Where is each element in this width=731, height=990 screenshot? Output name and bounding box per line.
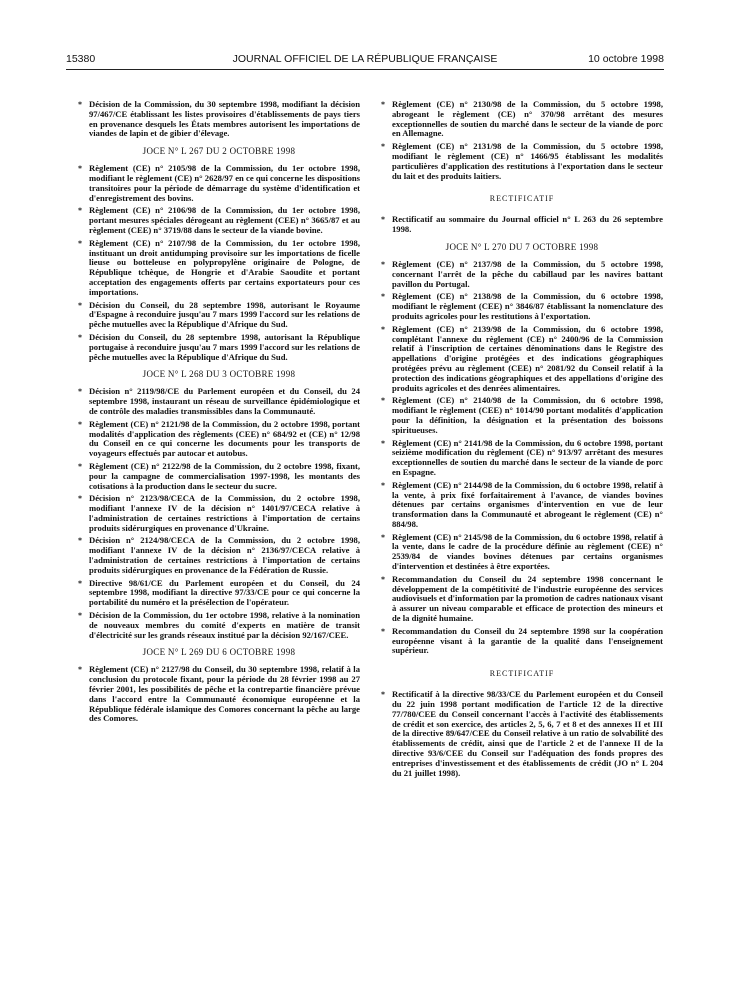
entry-text: Règlement (CE) n° 2131/98 de la Commission, du 5 octobre 1998, modifiant le règlement (CE) n° 1466/95 établissant les modalités particulières d'application des restitutions à l'exportation dans le secteur du lait et des produits laitiers. (392, 141, 663, 181)
entry-text: Règlement (CE) n° 2138/98 de la Commission, du 6 octobre 1998, modifiant le règlement (CEE) n° 3846/87 établissant la nomenclature des produits agricoles pour les restitutions à l'exportation. (392, 291, 663, 321)
bullet-icon: * (381, 396, 385, 406)
bullet-icon: * (78, 494, 82, 504)
entry-text: Règlement (CE) n° 2137/98 de la Commission, du 5 octobre 1998, concernant l'arrêt de la pêche du cabillaud par les navires battant pavillon du Portugal. (392, 258, 663, 289)
bullet-icon: * (78, 206, 82, 216)
bullet-icon: * (381, 532, 385, 542)
summary-entry (381, 533, 663, 572)
rectificatif-heading: RECTIFICATIF (489, 194, 555, 204)
summary-entry (381, 627, 663, 656)
summary-entry (381, 260, 663, 289)
bullet-icon: * (78, 665, 82, 675)
bullet-icon: * (78, 536, 82, 546)
summary-entry (78, 333, 360, 362)
summary-entry (381, 396, 663, 435)
entry-text: Décision de la Commission, du 30 septembre 1998, modifiant la décision 97/467/CE établissant les listes provisoires d'établissements de pays tiers en provenance desquels les États membres autorisent les importations de viandes de lapin et de gibier d'élevage. (89, 99, 360, 139)
issue-date: 10 octobre 1998 (588, 53, 664, 65)
summary-entry (381, 100, 663, 139)
entry-text: Règlement (CE) n° 2107/98 de la Commission, du 1er octobre 1998, instituant un droit antidumping provisoire sur les importations de ficelle lieuse ou botteleuse en polypropylène originaire de Pologne, de République tchèque, de Hongrie et d'Arabie Saoudite et portant acceptation des engagements offerts par certains exportateurs pour ces importations. (89, 237, 360, 297)
summary-entry (78, 579, 360, 608)
entry-text: Recommandation du Conseil du 24 septembre 1998 concernant le développement de la compétitivité de l'industrie européenne des services audiovisuels et d'information par la promotion de cadres nationaux visant à assurer un niveau comparable et efficace de protection des mineurs et de la dignité humaine. (392, 573, 663, 624)
bullet-icon: * (381, 292, 385, 302)
entry-text: Règlement (CE) n° 2141/98 de la Commission, du 6 octobre 1998, portant seizième modification du règlement (CE) n° 913/97 arrêtant des mesures exceptionnelles de soutien du marché dans le secteur de la viande de porc en Espagne. (392, 437, 663, 477)
summary-entry (78, 387, 360, 416)
bullet-icon: * (78, 238, 82, 248)
entry-text: Décision n° 2123/98/CECA de la Commission, du 2 octobre 1998, modifiant l'annexe IV de la décision n° 1401/97/CECA relative à l'administration de certaines restrictions à l'importation de certains produits sidérurgiques en provenance d'Ukraine. (89, 493, 360, 533)
journal-title: JOURNAL OFFICIEL DE LA RÉPUBLIQUE FRANÇAISE (232, 53, 498, 65)
summary-entry (381, 575, 663, 624)
summary-entry (78, 164, 360, 203)
bullet-icon: * (381, 626, 385, 636)
bullet-icon: * (78, 332, 82, 342)
entry-text: Règlement (CE) n° 2106/98 de la Commission, du 1er octobre 1998, portant mesures spéciales dérogeant au règlement (CEE) n° 3665/87 et au règlement (CEE) n° 3719/88 dans le secteur de la viande bovine. (89, 205, 360, 235)
entry-text: Décision n° 2124/98/CECA de la Commission, du 2 octobre 1998, modifiant l'annexe IV de la décision n° 2136/97/CECA relative à l'administration de certaines restrictions à l'importation de certains produits sidérurgiques en provenance de la Fédération de Russie. (89, 535, 360, 575)
entry-text: Règlement (CE) n° 2105/98 de la Commission, du 1er octobre 1998, modifiant le règlement (CE) n° 2628/97 en ce qui concerne les dispositions transitoires pour la période de démarrage du système d'identification et d'enregistrement des bovins. (89, 163, 360, 203)
summary-entry (78, 665, 360, 724)
bullet-icon: * (381, 480, 385, 490)
entry-text: Règlement (CE) n° 2130/98 de la Commission, du 5 octobre 1998, abrogeant le règlement (CE) n° 370/98 arrêtant des mesures exceptionnelles de soutien du marché dans le secteur de la viande de porc en Allemagne. (392, 99, 663, 139)
bullet-icon: * (381, 142, 385, 152)
bullet-icon: * (78, 611, 82, 621)
summary-entry (381, 439, 663, 478)
rectificatif-heading: RECTIFICATIF (489, 669, 555, 679)
bullet-icon: * (381, 438, 385, 448)
left-column (78, 100, 360, 727)
summary-entry (381, 690, 663, 778)
summary-entry (381, 142, 663, 181)
bullet-icon: * (381, 100, 385, 109)
entry-text: Décision du Conseil, du 28 septembre 1998, autorisant le Royaume d'Espagne à reconduire jusqu'au 7 mars 1999 l'accord sur les relations de pêche mutuelles avec la République d'Afrique du Sud. (89, 299, 360, 330)
summary-entry (78, 462, 360, 491)
entry-text: Décision de la Commission, du 1er octobre 1998, relative à la nomination de nouveaux membres du comité d'experts en matière de transit d'électricité sur les grands réseaux institué par la décision 92/167/CEE. (89, 610, 360, 640)
bullet-icon: * (78, 164, 82, 174)
summary-entry (78, 536, 360, 575)
entry-text: Décision n° 2119/98/CE du Parlement européen et du Conseil, du 24 septembre 1998, instaurant un réseau de surveillance épidémiologique et de contrôle des maladies transmissibles dans la Communauté. (89, 386, 360, 416)
summary-entry (78, 206, 360, 235)
summary-entry (78, 239, 360, 298)
summary-entry (78, 420, 360, 459)
summary-entry (78, 301, 360, 330)
summary-entry (381, 481, 663, 530)
section-heading: JOCE N° L 269 DU 6 OCTOBRE 1998 (142, 647, 296, 658)
entry-text: Règlement (CE) n° 2144/98 de la Commission, du 6 octobre 1998, relatif à la vente, à prix fixé forfaitairement à l'avance, de viandes bovines détenues par certains organismes d'intervention en vue de leur transformation dans la Communauté et abrogeant le règlement (CE) n° 884/98. (392, 479, 663, 529)
entry-text: Recommandation du Conseil du 24 septembre 1998 sur la coopération européenne visant à la garantie de la qualité dans l'enseignement supérieur. (392, 625, 663, 656)
page-number: 15380 (66, 53, 96, 65)
bullet-icon: * (78, 578, 82, 588)
bullet-icon: * (78, 100, 82, 109)
entry-text: Règlement (CE) n° 2139/98 de la Commission, du 6 octobre 1998, complétant l'annexe du règlement (CE) n° 2400/96 de la Commission relatif à l'inscription de certaines dénominations dans le Registre des appellations d'origine protégées et des indications géographiques protégées prévu au règlement (CEE) n° 2081/92 du Conseil relatif à la protection des indications géographiques et des appellations d'origine des produits agricoles et des denrées alimentaires. (392, 323, 663, 393)
section-heading: JOCE N° L 270 DU 7 OCTOBRE 1998 (445, 241, 599, 252)
bullet-icon: * (381, 690, 385, 700)
entry-text: Directive 98/61/CE du Parlement européen et du Conseil, du 24 septembre 1998, modifiant la directive 97/33/CE pour ce qui concerne la portabilité du numéro et la présélection de l'opérateur. (89, 577, 360, 608)
entry-text: Règlement (CE) n° 2122/98 de la Commission, du 2 octobre 1998, fixant, pour la campagne de commercialisation 1997-1998, les montants des cotisations à la production dans le secteur du sucre. (89, 460, 360, 491)
bullet-icon: * (78, 387, 82, 397)
summary-entry (78, 611, 360, 640)
entry-text: Règlement (CE) n° 2145/98 de la Commission, du 6 octobre 1998, relatif à la vente, dans le cadre de la procédure définie au règlement (CEE) n° 2539/84 de viandes bovines détenues par certains organismes d'intervention et destinées à être exportées. (392, 531, 663, 572)
bullet-icon: * (381, 324, 385, 334)
entry-text: Rectificatif à la directive 98/33/CE du Parlement européen et du Conseil du 22 juin 1998 portant modification de l'article 12 de la directive 77/780/CEE du Conseil concernant l'accès à l'activité des établissements de crédit et son exercice, des articles 2, 5, 6, 7 et 8 et des annexes II et III de la directive 89/647/CEE du Conseil relative à un ratio de solvabilité des établissements de crédit, ainsi que de l'article 2 et de l'annexe II de la directive 93/6/CEE du Conseil sur l'adéquation des fonds propres des entreprises d'investissement et des établissements de crédit (JO n° L 204 du 21 juillet 1998). (392, 689, 663, 778)
bullet-icon: * (381, 259, 385, 269)
section-heading: JOCE N° L 268 DU 3 OCTOBRE 1998 (142, 369, 296, 380)
bullet-icon: * (381, 574, 385, 584)
entry-text: Règlement (CE) n° 2121/98 de la Commission, du 2 octobre 1998, portant modalités d'application des règlements (CEE) n° 684/92 et (CE) n° 12/98 du Conseil en ce qui concerne les documents pour les transports de voyageurs effectués par autocar et autobus. (89, 418, 360, 459)
right-column (381, 100, 663, 781)
summary-entry (78, 494, 360, 533)
entry-text: Règlement (CE) n° 2127/98 du Conseil, du 30 septembre 1998, relatif à la conclusion du protocole fixant, pour la période du 28 février 1998 au 27 février 2001, les possibilités de pêche et la contrepartie financière prévue dans l'accord entre la Communauté économique européenne et la République fédérale islamique des Comores concernant la pêche au large des Comores. (89, 664, 360, 724)
bullet-icon: * (381, 215, 385, 225)
bullet-icon: * (78, 300, 82, 310)
bullet-icon: * (78, 461, 82, 471)
header-rule (66, 69, 664, 70)
summary-entry (78, 100, 360, 139)
bullet-icon: * (78, 419, 82, 429)
entry-text: Règlement (CE) n° 2140/98 de la Commission, du 6 octobre 1998, modifiant le règlement (CEE) n° 1014/90 portant modalités d'application pour la définition, la désignation et la présentation des boissons spiritueuses. (392, 395, 663, 435)
entry-text: Décision du Conseil, du 28 septembre 1998, autorisant la République portugaise à reconduire jusqu'au 7 mars 1999 l'accord sur les relations de pêche mutuelles avec la République d'Afrique du Sud. (89, 331, 360, 362)
entry-text: Rectificatif au sommaire du Journal officiel n° L 263 du 26 septembre 1998. (392, 214, 663, 235)
summary-entry (381, 215, 663, 235)
summary-entry (381, 325, 663, 394)
section-heading: JOCE N° L 267 DU 2 OCTOBRE 1998 (142, 146, 296, 157)
summary-entry (381, 292, 663, 321)
